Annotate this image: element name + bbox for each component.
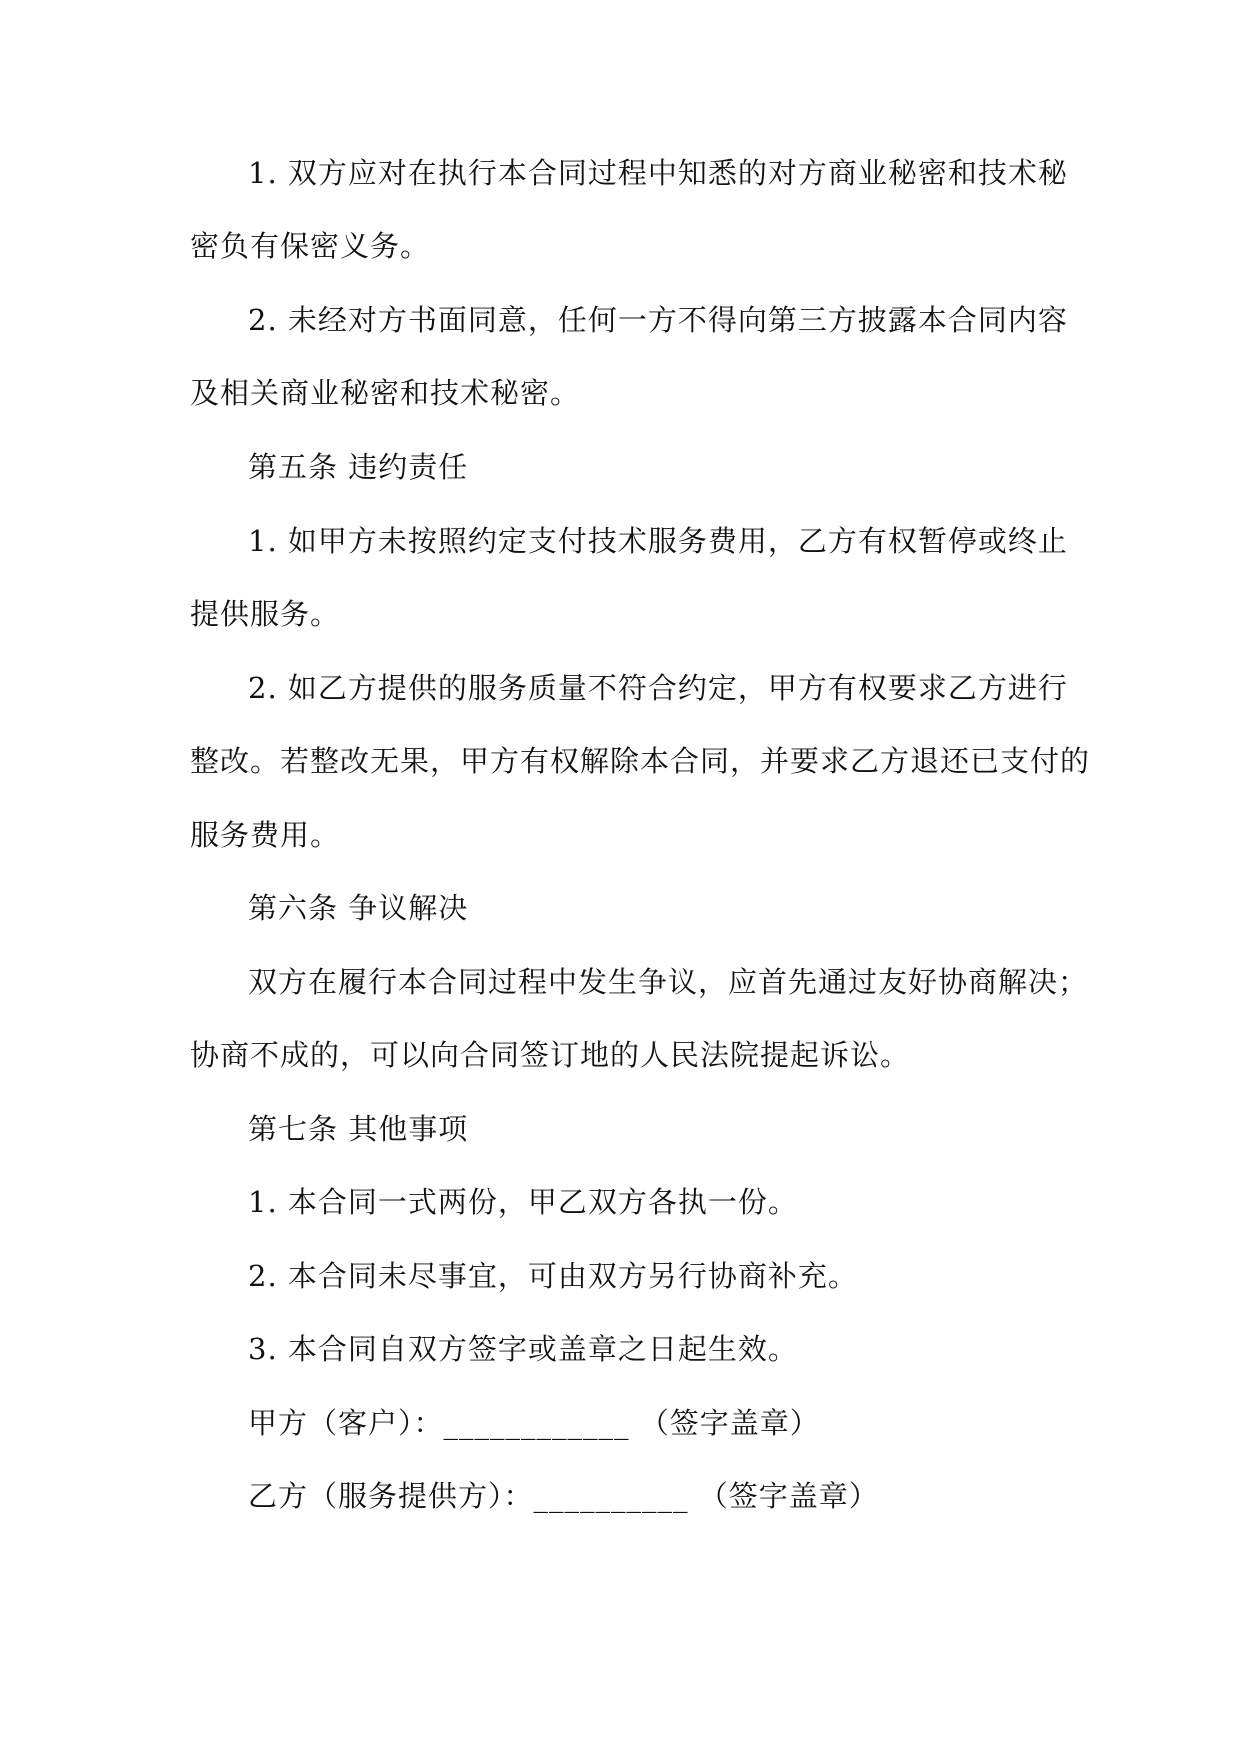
clause-5-item-2-line-3: 服务费用。 bbox=[190, 818, 341, 852]
clause-7-item-2: 2. 本合同未尽事宜，可由双方另行协商补充。 bbox=[248, 1259, 858, 1293]
clause-5-heading: 第五条 违约责任 bbox=[248, 450, 469, 484]
clause-4-item-1-line-1: 1. 双方应对在执行本合同过程中知悉的对方商业秘密和技术秘 bbox=[248, 156, 1068, 190]
clause-4-item-2-line-2: 及相关商业秘密和技术秘密。 bbox=[190, 376, 581, 410]
party-b-signature-line: 乙方（服务提供方）：__________ （签字盖章） bbox=[248, 1479, 879, 1513]
clause-7-item-1: 1. 本合同一式两份，甲乙双方各执一份。 bbox=[248, 1185, 798, 1219]
clause-6-heading: 第六条 争议解决 bbox=[248, 891, 469, 925]
clause-5-item-2-line-2: 整改。若整改无果，甲方有权解除本合同，并要求乙方退还已支付的 bbox=[190, 744, 1091, 778]
clause-4-item-1-line-2: 密负有保密义务。 bbox=[190, 229, 431, 263]
clause-4-item-2-line-1: 2. 未经对方书面同意，任何一方不得向第三方披露本合同内容 bbox=[248, 303, 1068, 337]
clause-5-item-1-line-1: 1. 如甲方未按照约定支付技术服务费用，乙方有权暂停或终止 bbox=[248, 524, 1068, 558]
clause-7-heading: 第七条 其他事项 bbox=[248, 1112, 469, 1146]
clause-5-item-2-line-1: 2. 如乙方提供的服务质量不符合约定，甲方有权要求乙方进行 bbox=[248, 671, 1068, 705]
clause-6-body-line-1: 双方在履行本合同过程中发生争议，应首先通过友好协商解决； bbox=[248, 965, 1089, 999]
clause-6-body-line-2: 协商不成的，可以向合同签订地的人民法院提起诉讼。 bbox=[190, 1038, 911, 1072]
party-a-signature-line: 甲方（客户）：____________ （签字盖章） bbox=[248, 1406, 820, 1440]
clause-5-item-1-line-2: 提供服务。 bbox=[190, 597, 341, 631]
clause-7-item-3: 3. 本合同自双方签字或盖章之日起生效。 bbox=[248, 1332, 798, 1366]
